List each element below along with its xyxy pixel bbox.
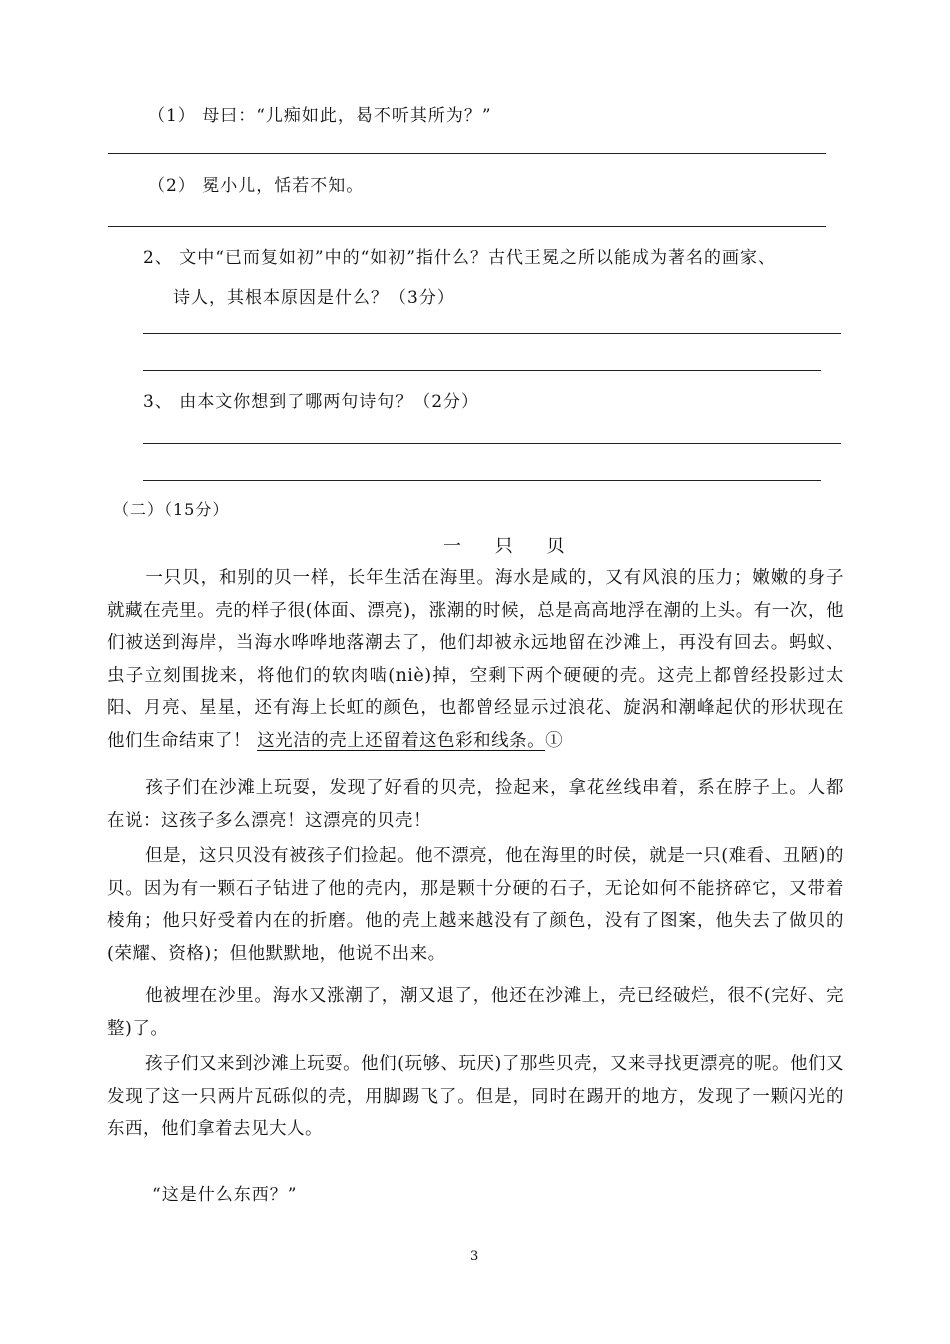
paragraph-1 bbox=[107, 562, 844, 757]
paragraph-2-text: 孩子们在沙滩上玩耍，发现了好看的贝壳，捡起来，拿花丝线串着，系在脖子上。人都在说：这孩子多么漂亮！这漂亮的贝壳！ bbox=[107, 778, 844, 831]
answer-line-2a bbox=[143, 333, 841, 334]
question-1-1: （1） 母曰：“儿痴如此，曷不听其所为？” bbox=[148, 106, 492, 126]
paragraph-1-text: 一只贝，和别的贝一样，长年生活在海里。海水是咸的，又有风浪的压力；嫩嫩的身子就藏在壳里。壳的样子很(体面、漂亮)，涨潮的时候，总是高高地浮在潮的上头。有一次，他们被送到海岸，当海水哗哗地落潮去了，他们却被永远地留在沙滩上，再没有回去。蚂蚁、虫子立刻围拢来，将他们的软肉啮(niè)掉，空剩下两个硬硬的壳。这壳上都曾经投影过太阳、月亮、星星，还有海上长虹的颜色，也都曾经显示过浪花、旋涡和潮峰起伏的形状现在他们生命结束了！ bbox=[107, 568, 844, 751]
answer-line-2b bbox=[143, 370, 821, 371]
paragraph-3 bbox=[107, 840, 844, 970]
question-2-line-1: 2、 文中“已而复如初”中的“如初”指什么？古代王冕之所以能成为著名的画家、 bbox=[143, 248, 776, 268]
question-2-line-2: 诗人，其根本原因是什么？（3分） bbox=[173, 288, 455, 308]
underlined-sentence: 这光洁的壳上还留着这色彩和线条。 bbox=[257, 730, 546, 751]
question-3: 3、 由本文你想到了哪两句诗句？（2分） bbox=[143, 392, 480, 412]
section-2-header: （二）（15分） bbox=[113, 500, 230, 519]
answer-line-3b bbox=[143, 480, 821, 481]
passage-title: 一 只 贝 bbox=[443, 536, 579, 557]
answer-line-1-1 bbox=[108, 153, 826, 154]
paragraph-4-text: 他被埋在沙里。海水又涨潮了，潮又退了，他还在沙滩上，壳已经破烂，很不(完好、完整)了。 bbox=[107, 986, 844, 1039]
paragraph-3-text: 但是，这只贝没有被孩子们捡起。他不漂亮，他在海里的时侯，就是一只(难看、丑陋)的贝。因为有一颗石子钻进了他的壳内，那是颗十分硬的石子，无论如何不能挤碎它，又带着棱角；他只好受着内在的折磨。他的壳上越来越没有了颜色，没有了图案，他失去了做贝的(荣耀、资格)；但他默默地，他说不出来。 bbox=[107, 846, 844, 964]
paragraph-4 bbox=[107, 980, 844, 1045]
paragraph-5-text: 孩子们又来到沙滩上玩耍。他们(玩够、玩厌)了那些贝壳，又来寻找更漂亮的呢。他们又发现了这一只两片瓦砾似的壳，用脚踢飞了。但是，同时在踢开的地方，发现了一颗闪光的东西，他们拿着去见大人。 bbox=[107, 1054, 844, 1139]
paragraph-6: “这是什么东西？” bbox=[152, 1185, 298, 1205]
paragraph-5 bbox=[107, 1048, 844, 1146]
answer-line-3a bbox=[143, 443, 841, 444]
footnote-marker: ① bbox=[545, 730, 564, 751]
question-1-2: （2） 冕小儿，恬若不知。 bbox=[148, 176, 365, 196]
answer-line-1-2 bbox=[108, 226, 826, 227]
page-number: 3 bbox=[470, 1249, 479, 1264]
paragraph-2 bbox=[107, 772, 844, 837]
